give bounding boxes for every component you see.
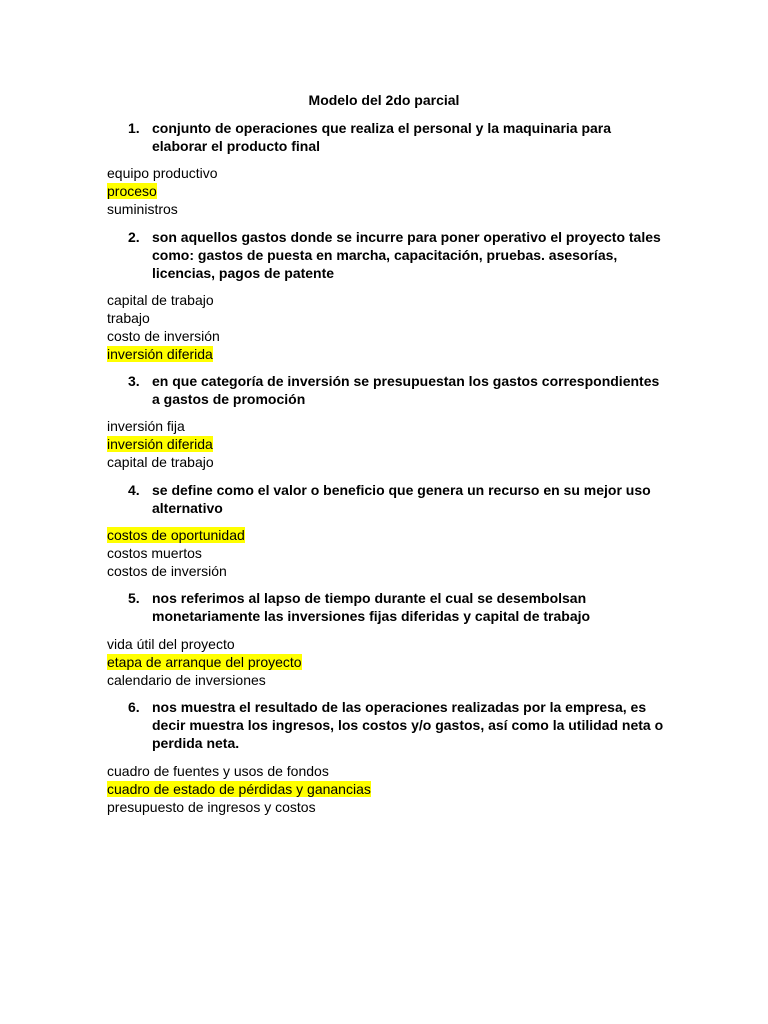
answer-option [107, 653, 302, 671]
option-text: inversión fija [107, 418, 185, 434]
answer-option [107, 291, 220, 309]
highlighted-answer: etapa de arranque del proyecto [107, 654, 302, 670]
option-text: costos de inversión [107, 563, 227, 579]
option-text: costo de inversión [107, 328, 220, 344]
question-1 [128, 119, 668, 155]
question-number: 2. [128, 229, 140, 245]
option-text: vida útil del proyecto [107, 636, 235, 652]
question-number: 3. [128, 373, 140, 389]
question-text: conjunto de operaciones que realiza el personal y la maquinaria para elaborar el producto final [152, 120, 612, 154]
option-text: cuadro de fuentes y usos de fondos [107, 763, 329, 779]
question-text: nos referimos al lapso de tiempo durante el cual se desembolsan monetariamente las inversiones fijas diferidas y capital de trabajo [152, 590, 591, 624]
highlighted-answer: inversión diferida [107, 436, 213, 452]
highlighted-answer: proceso [107, 183, 157, 199]
option-text: presupuesto de ingresos y costos [107, 799, 316, 815]
option-text: calendario de inversiones [107, 672, 266, 688]
answer-options-3 [107, 417, 214, 471]
answer-option [107, 671, 302, 689]
answer-option [107, 762, 371, 780]
highlighted-answer: costos de oportunidad [107, 527, 245, 543]
question-3 [128, 372, 668, 408]
question-text: en que categoría de inversión se presupuestan los gastos correspondientes a gastos de promoción [152, 373, 660, 407]
answer-option [107, 453, 214, 471]
answer-option [107, 526, 245, 544]
highlighted-answer: cuadro de estado de pérdidas y ganancias [107, 781, 371, 797]
option-text: suministros [107, 201, 178, 217]
answer-option [107, 309, 220, 327]
answer-option [107, 544, 245, 562]
page-title: Modelo del 2do parcial [308, 92, 460, 108]
answer-option [107, 635, 302, 653]
answer-options-1 [107, 164, 218, 218]
answer-option [107, 780, 371, 798]
answer-option [107, 417, 214, 435]
question-2 [128, 228, 668, 282]
highlighted-answer: inversión diferida [107, 346, 213, 362]
question-number: 1. [128, 120, 140, 136]
question-number: 6. [128, 699, 140, 715]
answer-option [107, 345, 220, 363]
answer-options-6 [107, 762, 371, 816]
option-text: costos muertos [107, 545, 202, 561]
answer-option [107, 798, 371, 816]
question-text: se define como el valor o beneficio que genera un recurso en su mejor uso alternativo [152, 482, 651, 516]
answer-options-2 [107, 291, 220, 363]
answer-option [107, 435, 214, 453]
answer-option [107, 200, 218, 218]
question-6 [128, 698, 668, 752]
answer-options-5 [107, 635, 302, 689]
question-4 [128, 481, 668, 517]
option-text: trabajo [107, 310, 150, 326]
option-text: capital de trabajo [107, 292, 214, 308]
option-text: capital de trabajo [107, 454, 214, 470]
answer-option [107, 164, 218, 182]
question-number: 5. [128, 590, 140, 606]
answer-option [107, 327, 220, 345]
question-5 [128, 589, 668, 625]
question-text: nos muestra el resultado de las operaciones realizadas por la empresa, es decir muestra los ingresos, los costos y/o gastos, así como la utilidad neta o perdida neta. [152, 699, 664, 751]
answer-option [107, 182, 218, 200]
question-number: 4. [128, 482, 140, 498]
option-text: equipo productivo [107, 165, 218, 181]
answer-options-4 [107, 526, 245, 580]
answer-option [107, 562, 245, 580]
question-text: son aquellos gastos donde se incurre para poner operativo el proyecto tales como: gastos de puesta en marcha, capacitación, pruebas. asesorías, licencias, pagos de patente [152, 229, 661, 281]
